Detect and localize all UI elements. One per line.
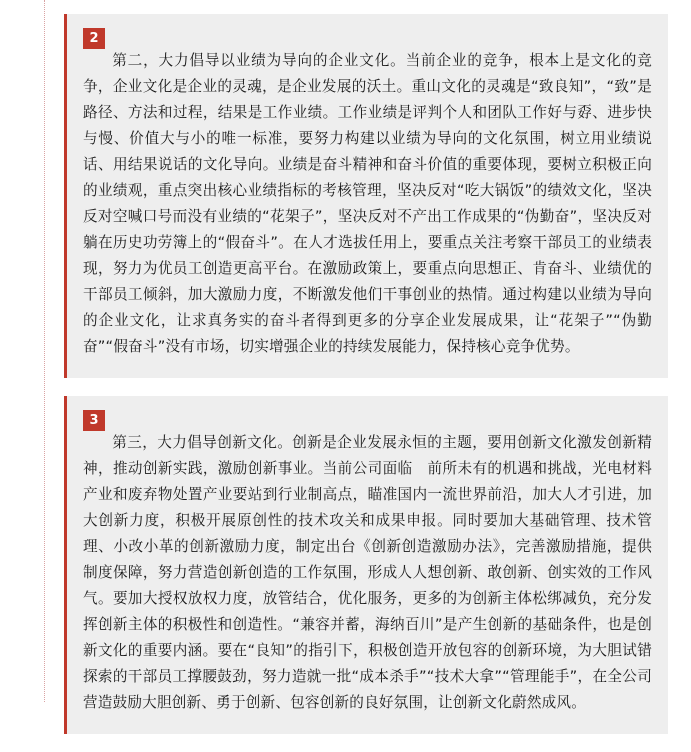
margin-guide-line xyxy=(44,0,45,702)
section-paragraph: 第三，大力倡导创新文化。创新是企业发展永恒的主题，要用创新文化激发创新精神，推动创新实践，激励创新事业。当前公司面临 前所未有的机遇和挑战，光电材料产业和废弃物处置产业要站到行业制高点，瞄准国内一流世界前沿，加大人才引进，加大创新力度，积极开展原创性的技术攻关和成果申报。同时要加大基础管理、技术管理、小改小革的创新激励力度，制定出台《创新创造激励办法》，完善激励措施，提供制度保障，努力营造创新创造的工作氛围，形成人人想创新、敢创新、创实效的工作风气。要加大授权放权力度，放管结合，优化服务，更多的为创新主体松绑减负，充分发挥创新主体的积极性和创造性。“兼容并蓄，海纳百川”是产生创新的基础条件，也是创新文化的重要内涵。要在“良知”的指引下，积极创造开放包容的创新环境，为大胆试错探索的干部员工撑腰鼓劲，努力造就一批“成本杀手”“技术大拿”“管理能手”，在全公司营造鼓励大胆创新、勇于创新、包容创新的良好氛围，让创新文化蔚然成风。 xyxy=(83,434,652,711)
section-number-badge: 3 xyxy=(83,410,105,431)
section-paragraph: 第二，大力倡导以业绩为导向的企业文化。当前企业的竞争，根本上是文化的竞争，企业文化是企业的灵魂，是企业发展的沃土。重山文化的灵魂是“致良知”，“致”是路径、方法和过程，结果是工作业绩。工作业绩是评判个人和团队工作好与孬、进步快与慢、价值大与小的唯一标准，要努力构建以业绩为导向的文化氛围，树立用业绩说话、用结果说话的文化导向。业绩是奋斗精神和奋斗价值的重要体现，要树立积极正向的业绩观，重点突出核心业绩指标的考核管理，坚决反对“吃大锅饭”的绩效文化，坚决反对空喊口号而没有业绩的“花架子”，坚决反对不产出工作成果的“伪勤奋”，坚决反对躺在历史功劳簿上的“假奋斗”。在人才选拔任用上，要重点关注考察干部员工的业绩表现，努力为优员工创造更高平台。在激励政策上，要重点向思想正、肯奋斗、业绩优的干部员工倾斜，加大激励力度，不断激发他们干事创业的热情。通过构建以业绩为导向的企业文化，让求真务实的奋斗者得到更多的分享企业发展成果，让“花架子”“伪勤奋”“假奋斗”没有市场，切实增强企业的持续发展能力，保持核心竞争优势。 xyxy=(83,52,652,355)
section-block-3 xyxy=(64,396,668,734)
document-content xyxy=(64,14,668,752)
section-number-badge: 2 xyxy=(83,28,105,49)
section-block-2 xyxy=(64,14,668,378)
